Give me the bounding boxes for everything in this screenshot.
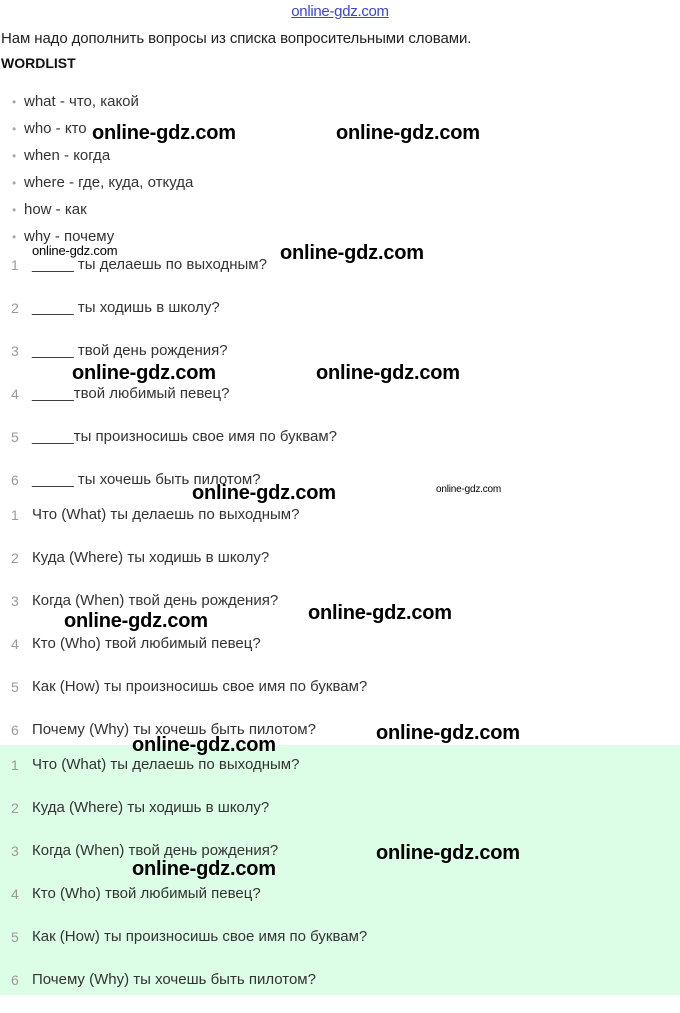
watermark: online-gdz.com [280, 242, 424, 264]
answer-number: 6 [11, 722, 19, 738]
bullet-icon: • [12, 203, 17, 217]
answer-text: Что (What) ты делаешь по выходным? [32, 506, 300, 523]
question-item [0, 384, 680, 427]
answer-item [0, 798, 680, 841]
answer-text: Кто (Who) твой любимый певец? [32, 885, 261, 902]
answer-text: Почему (Why) ты хочешь быть пилотом? [32, 971, 316, 988]
wordlist-item [12, 92, 193, 119]
bullet-icon: • [12, 149, 17, 163]
bullet-icon: • [12, 95, 17, 109]
answer-item [0, 548, 680, 591]
question-text: _____твой любимый певец? [32, 385, 230, 402]
answer-text: Как (How) ты произносишь свое имя по буквам? [32, 678, 368, 695]
watermark: online-gdz.com [192, 482, 336, 504]
answer-number: 6 [11, 972, 19, 988]
answer-item [0, 970, 680, 1013]
bullet-icon: • [12, 176, 17, 190]
answer-list [0, 505, 680, 763]
answer-number: 3 [11, 843, 19, 859]
watermark: online-gdz.com [92, 122, 236, 144]
wordlist-item-text: when - когда [24, 147, 111, 164]
answer-item [0, 634, 680, 677]
wordlist-item-text: where - где, куда, откуда [24, 174, 194, 191]
wordlist-item-text: how - как [24, 201, 87, 218]
answer-item [0, 755, 680, 798]
answer-item [0, 505, 680, 548]
question-text: _____ ты хочешь быть пилотом? [32, 471, 261, 488]
answer-number: 2 [11, 800, 19, 816]
intro-text: Нам надо дополнить вопросы из списка вопросительными словами. [1, 30, 472, 47]
answer-number: 1 [11, 507, 19, 523]
answer-text: Когда (When) твой день рождения? [32, 592, 279, 609]
watermark: online-gdz.com [308, 602, 452, 624]
wordlist-title: WORDLIST [1, 55, 76, 71]
answer-item [0, 884, 680, 927]
answer-number: 4 [11, 886, 19, 902]
answer-text: Как (How) ты произносишь свое имя по буквам? [32, 928, 368, 945]
question-text: _____ ты ходишь в школу? [32, 299, 220, 316]
wordlist-item [12, 173, 193, 200]
answer-number: 2 [11, 550, 19, 566]
question-item [0, 427, 680, 470]
watermark: online-gdz.com [72, 362, 216, 384]
watermark: online-gdz.com [376, 722, 520, 744]
watermark: online-gdz.com [336, 122, 480, 144]
wordlist [12, 92, 193, 254]
answer-item [0, 677, 680, 720]
answer-number: 1 [11, 757, 19, 773]
wordlist-item-text: why - почему [24, 228, 115, 245]
question-number: 1 [11, 257, 19, 273]
watermark: online-gdz.com [436, 484, 502, 495]
watermark: online-gdz.com [376, 842, 520, 864]
question-item [0, 298, 680, 341]
watermark: online-gdz.com [132, 858, 276, 880]
answer-list-highlighted [0, 755, 680, 1013]
answer-item [0, 927, 680, 970]
wordlist-item-text: who - кто [24, 120, 87, 137]
question-text: _____ ты делаешь по выходным? [32, 256, 267, 273]
answer-number: 3 [11, 593, 19, 609]
bullet-icon: • [12, 122, 17, 136]
watermark: online-gdz.com [32, 243, 118, 258]
answer-text: Что (What) ты делаешь по выходным? [32, 756, 300, 773]
answer-number: 5 [11, 679, 19, 695]
question-number: 5 [11, 429, 19, 445]
question-number: 4 [11, 386, 19, 402]
bullet-icon: • [12, 230, 17, 244]
watermark: online-gdz.com [64, 610, 208, 632]
answer-text: Куда (Where) ты ходишь в школу? [32, 549, 270, 566]
answer-item [0, 841, 680, 884]
answer-text: Кто (Who) твой любимый певец? [32, 635, 261, 652]
site-header-link[interactable]: online-gdz.com [291, 3, 389, 20]
question-text: _____ твой день рождения? [32, 342, 228, 359]
watermark: online-gdz.com [316, 362, 460, 384]
answer-text: Куда (Where) ты ходишь в школу? [32, 799, 270, 816]
wordlist-item [12, 146, 193, 173]
answer-text: Почему (Why) ты хочешь быть пилотом? [32, 721, 316, 738]
question-text: _____ты произносишь свое имя по буквам? [32, 428, 338, 445]
question-number: 2 [11, 300, 19, 316]
wordlist-item-text: what - что, какой [24, 93, 139, 110]
answer-number: 4 [11, 636, 19, 652]
answer-text: Когда (When) твой день рождения? [32, 842, 279, 859]
answer-number: 5 [11, 929, 19, 945]
watermark: online-gdz.com [132, 734, 276, 756]
wordlist-item [12, 200, 193, 227]
question-number: 3 [11, 343, 19, 359]
question-number: 6 [11, 472, 19, 488]
